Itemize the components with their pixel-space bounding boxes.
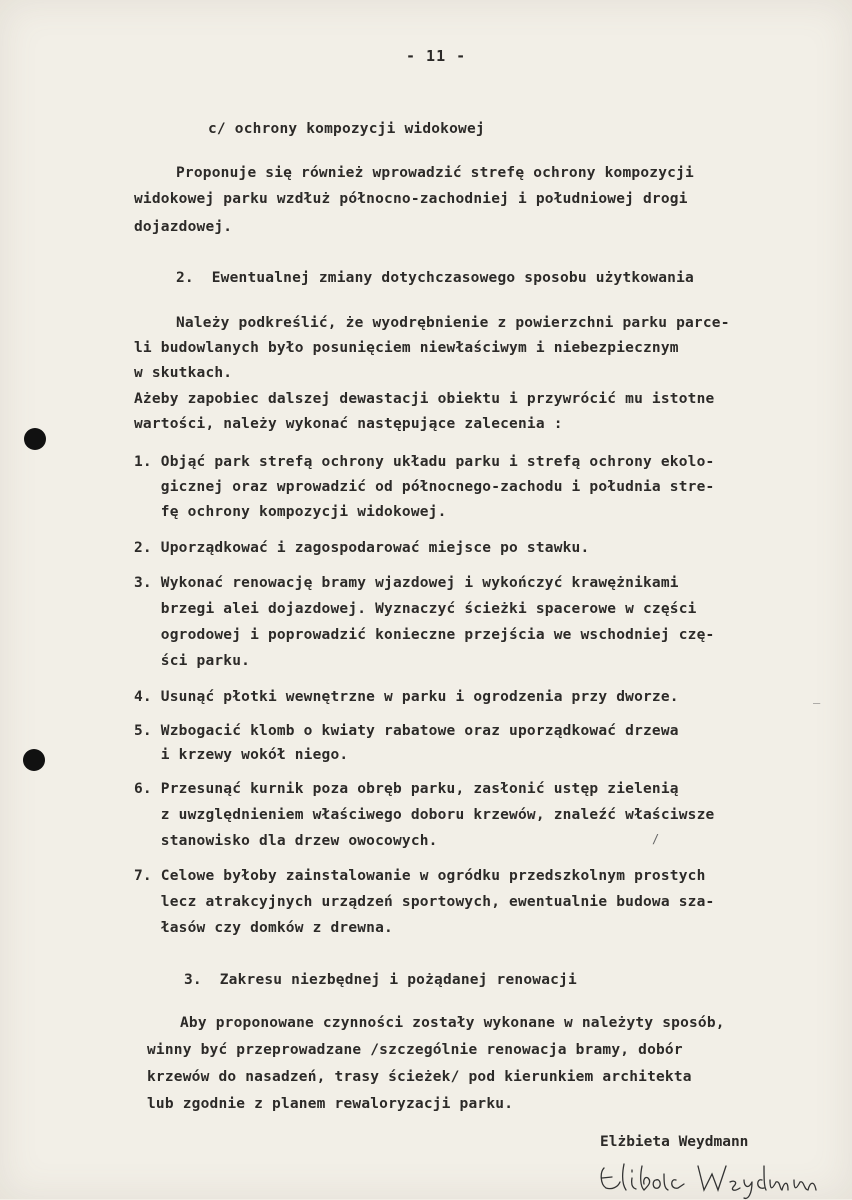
list-item-line: lecz atrakcyjnych urządzeń sportowych, ewentualnie budowa sza- <box>134 894 715 910</box>
list-item-line: ści parku. <box>134 653 251 669</box>
list-item-line: łasów czy domków z drewna. <box>134 920 393 936</box>
stray-mark: _ <box>813 690 821 704</box>
paragraph-line: dojazdowej. <box>134 219 233 235</box>
section-heading: c/ ochrony kompozycji widokowej <box>208 121 485 137</box>
paragraph-line: Proponuje się również wprowadzić strefę ochrony kompozycji <box>176 165 694 181</box>
list-item-line: 2. Uporządkować i zagospodarować miejsce po stawku. <box>134 540 590 556</box>
section-heading: 2. Ewentualnej zmiany dotychczasowego sposobu użytkowania <box>176 270 694 286</box>
list-item-line: ogrodowej i poprowadzić konieczne przejścia we wschodniej czę- <box>134 627 715 643</box>
list-item-line: 3. Wykonać renowację bramy wjazdowej i wykończyć krawężnikami <box>134 575 679 591</box>
section-heading: 3. Zakresu niezbędnej i pożądanej renowacji <box>184 972 577 988</box>
paragraph-line: lub zgodnie z planem rewaloryzacji parku. <box>147 1096 514 1112</box>
paragraph-line: winny być przeprowadzane /szczególnie renowacja bramy, dobór <box>147 1042 683 1058</box>
paragraph-line: krzewów do nasadzeń, trasy ścieżek/ pod kierunkiem architekta <box>147 1069 692 1085</box>
list-item-line: 4. Usunąć płotki wewnętrzne w parku i ogrodzenia przy dworze. <box>134 689 679 705</box>
stray-mark: / <box>652 832 660 846</box>
list-item-line: stanowisko dla drzew owocowych. <box>134 833 438 849</box>
signature-handwritten <box>598 1160 828 1200</box>
punch-hole-top <box>24 428 46 450</box>
paragraph-line: Ażeby zapobiec dalszej dewastacji obiektu i przywrócić mu istotne <box>134 391 715 407</box>
list-item-line: 6. Przesunąć kurnik poza obręb parku, zasłonić ustęp zielenią <box>134 781 679 797</box>
paragraph-line: w skutkach. <box>134 365 233 381</box>
signature-printed: Elżbieta Weydmann <box>600 1134 749 1150</box>
punch-hole-bottom <box>23 749 45 771</box>
paragraph-line: Należy podkreślić, że wyodrębnienie z powierzchni parku parce- <box>176 315 730 331</box>
page-number: - 11 - <box>406 47 467 65</box>
list-item-line: 5. Wzbogacić klomb o kwiaty rabatowe oraz uporządkować drzewa <box>134 723 679 739</box>
paragraph-line: li budowlanych było posunięciem niewłaściwym i niebezpiecznym <box>134 340 679 356</box>
list-item-line: 1. Objąć park strefą ochrony układu parku i strefą ochrony ekolo- <box>134 454 715 470</box>
paragraph-line: widokowej parku wzdłuż północno-zachodniej i południowej drogi <box>134 191 688 207</box>
paragraph-line: wartości, należy wykonać następujące zalecenia : <box>134 416 563 432</box>
list-item-line: z uwzględnieniem właściwego doboru krzewów, znaleźć właściwsze <box>134 807 715 823</box>
list-item-line: i krzewy wokół niego. <box>134 747 349 763</box>
list-item-line: gicznej oraz wprowadzić od północnego-zachodu i południa stre- <box>134 479 715 495</box>
paragraph-line: Aby proponowane czynności zostały wykonane w należyty sposób, <box>180 1015 725 1031</box>
list-item-line: brzegi alei dojazdowej. Wyznaczyć ścieżki spacerowe w części <box>134 601 697 617</box>
list-item-line: fę ochrony kompozycji widokowej. <box>134 504 447 520</box>
list-item-line: 7. Celowe byłoby zainstalowanie w ogródku przedszkolnym prostych <box>134 868 706 884</box>
